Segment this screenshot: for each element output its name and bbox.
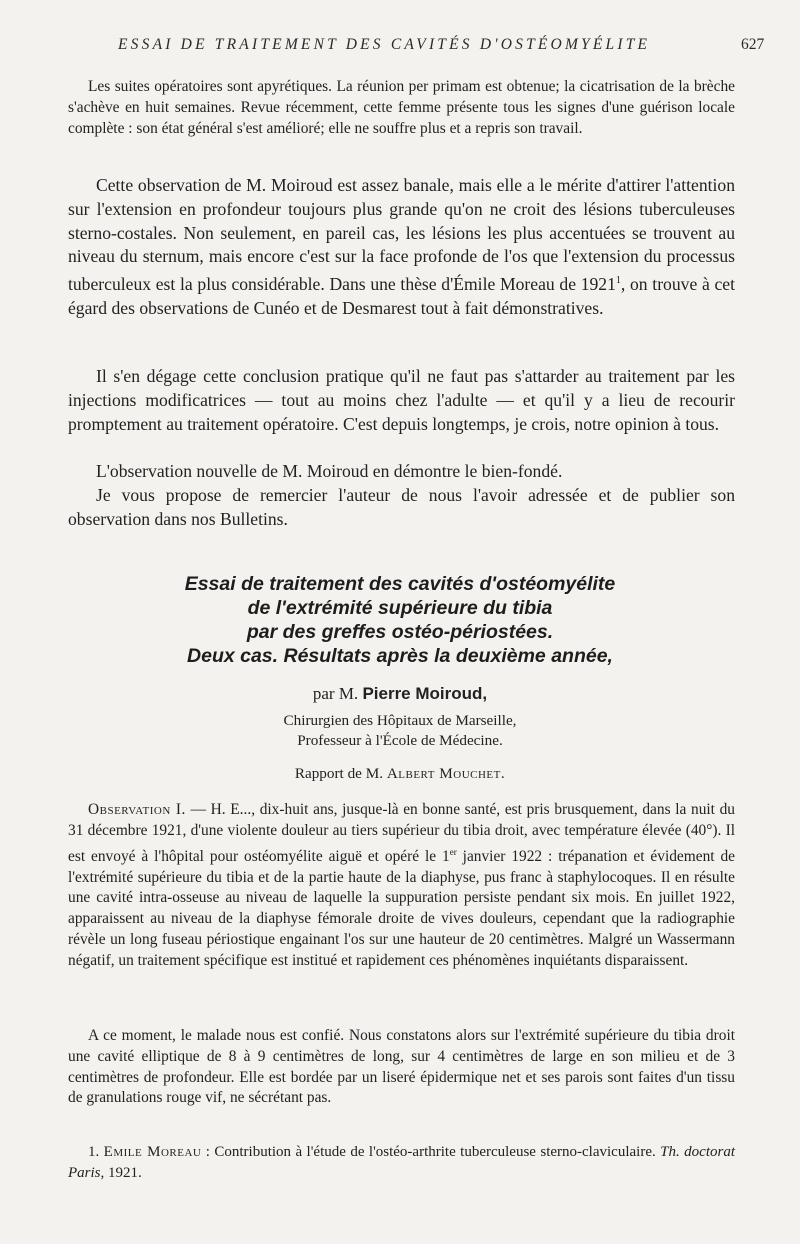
paragraph-operative-results: Les suites opératoires sont apyrétiques. La réunion per primam est obtenue; la cicatrisation de la brèche s'achève en huit semaines. Revue récemment, cette femme présente tous les signes d'une guérison locale complète : son état général s'est amélioré; elle ne souffre plus et a repris son travail. <box>68 78 735 137</box>
article-title <box>60 572 740 668</box>
byline <box>60 684 740 704</box>
byline-prefix: par M. <box>312 684 359 703</box>
author-affiliation: Professeur à l'École de Médecine. <box>297 732 503 749</box>
observation-text-a: — H. E..., dix-huit ans, jusque-là en bonne santé, est pris brusquement, dans la nuit du 31 décembre 1921, d'une violente douleur au tiers supérieur du tibia droit, avec température élevée (40°). Il est envoyé à l'hôpital pour ostéomyélite aiguë et opéré le 1 <box>68 801 735 865</box>
commentary-text-b: , on trouve à cet égard des observations de Cunéo et de Desmarest tout à fait démonstratives. <box>68 274 735 318</box>
author-name: Pierre Moiroud, <box>362 684 488 703</box>
ordinal-suffix: er <box>449 846 457 857</box>
article-title-line: Deux cas. Résultats après la deuxième année, <box>187 645 613 667</box>
report-prefix: Rapport de M. <box>294 765 384 782</box>
article-title-line: Essai de traitement des cavités d'ostéomyélite <box>184 573 616 595</box>
paragraph-proposal: Je vous propose de remercier l'auteur de nous l'avoir adressée et de publier son observation dans nos Bulletins. <box>68 485 735 529</box>
running-title: ESSAI DE TRAITEMENT DES CAVITÉS D'OSTÉOMYÉLITE <box>118 36 651 53</box>
footnote-journal: Th. doctorat Paris, <box>68 1144 735 1181</box>
paragraph-new-observation: L'observation nouvelle de M. Moiroud en démontre le bien-fondé. <box>96 461 563 481</box>
observation-label: Observation I. <box>88 801 186 818</box>
page-number: 627 <box>741 36 765 53</box>
commentary-text-a: Cette observation de M. Moiroud est assez banale, mais elle a le mérite d'attirer l'attention sur l'extension en profondeur toujours plus grande qu'on ne croit des lésions tuberculeuses sterno-costales. Non seulement, en pareil cas, les lésions les plus accentuées se trouvent au niveau du sternum, mais encore c'est sur la face profonde de l'os que l'extension du processus tuberculeux est la plus considérable. Dans une thèse d'Émile Moreau de 1921 <box>68 175 735 295</box>
article-title-line: de l'extrémité supérieure du tibia <box>247 597 553 619</box>
observation-paragraph <box>68 800 735 972</box>
footnote-author: Emile Moreau <box>103 1144 202 1160</box>
article-title-line: par des greffes ostéo-périostées. <box>246 621 554 643</box>
observation-text-b: janvier 1922 : trépanation et évidement de l'extrémité supérieure du tibia et de la partie haute de la diaphyse, pus franc à staphylocoques. Il en résulte une cavité intra-osseuse au niveau de laquelle la suppuration persiste pendant six mois. En juillet 1922, apparaissent au niveau de la diaphyse fémorale droite de vives douleurs, cependant que la radiographie révèle un long fuseau périostique engainant l'os sur une hauteur de 20 centimètres. Malgré un Wassermann négatif, un traitement spécifique est institué et rapidement ces phénomènes inquiétants disparaissent. <box>68 847 735 969</box>
footnote-reference[interactable]: 1 <box>615 275 621 287</box>
paragraph-commentary <box>68 174 735 321</box>
observation-paragraph-2: A ce moment, le malade nous est confié. Nous constatons alors sur l'extrémité supérieure du tibia droit une cavité elliptique de 8 à 9 centimètres de long, sur 4 centimètres de large en son milieu et de 3 centimètres de profondeur. Elle est bordée par un liseré épidermique net et ses parois sont faites d'un tissu de granulations rouge vif, ne sécrétant pas. <box>68 1027 735 1107</box>
footnote <box>68 1142 735 1183</box>
report-author: Albert Mouchet. <box>386 765 506 782</box>
footnote-marker: 1. <box>88 1144 100 1160</box>
footnote-text: : Contribution à l'étude de l'ostéo-arthrite tuberculeuse sterno-claviculaire. <box>201 1144 656 1160</box>
footnote-year: 1921. <box>104 1164 142 1181</box>
paragraph-conclusion: Il s'en dégage cette conclusion pratique qu'il ne faut pas s'attarder au traitement par les injections modificatrices — tout au moins chez l'adulte — et qu'il y a lieu de recourir promptement au traitement opératoire. C'est depuis longtemps, je crois, notre opinion à tous. <box>68 366 735 434</box>
author-affiliation: Chirurgien des Hôpitaux de Marseille, <box>283 712 517 729</box>
report-line <box>60 765 740 783</box>
